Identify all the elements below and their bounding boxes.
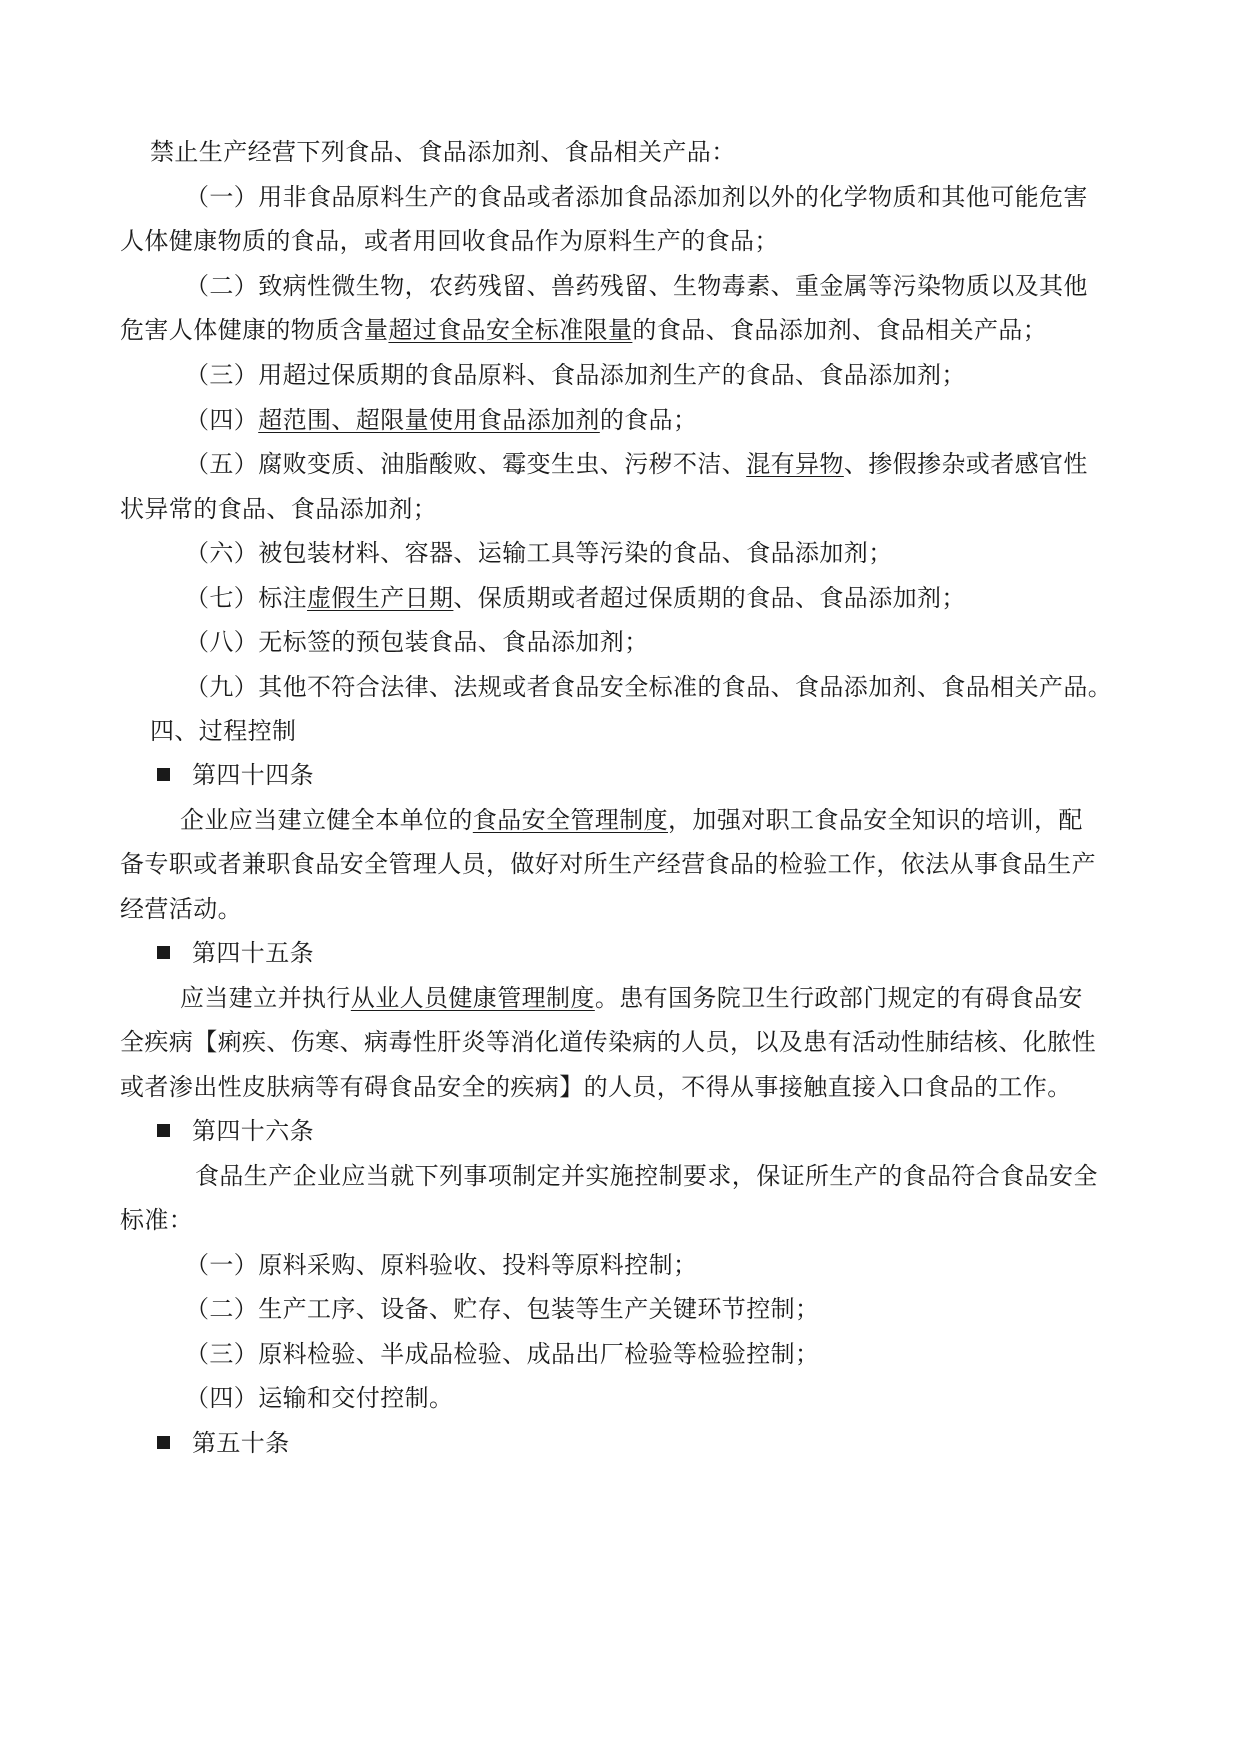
article-46-item-1: （一）原料采购、原料验收、投料等原料控制； [185,1251,698,1279]
underlined-term: 超范围、超限量使用食品添加剂 [258,406,600,434]
underlined-term: 食品安全管理制度 [472,806,669,834]
article-46-item-3: （三）原料检验、半成品检验、成品出厂检验等检验控制； [185,1340,820,1368]
prohibited-item-7: （七）标注虚假生产日期、保质期或者超过保质期的食品、食品添加剂； [185,584,966,612]
prohibited-item-9: （九）其他不符合法律、法规或者食品安全标准的食品、食品添加剂、食品相关产品。 [185,673,1113,701]
prohibited-item-8: （八）无标签的预包装食品、食品添加剂； [185,628,649,656]
section-title: 四、过程控制 [150,717,297,745]
prohibited-item-5-line-2: 状异常的食品、食品添加剂； [120,495,438,523]
prohibited-item-1-line-2: 人体健康物质的食品，或者用回收食品作为原料生产的食品； [120,227,779,255]
article-50-heading: 第五十条 [157,1428,290,1458]
intro-text: 禁止生产经营下列食品、食品添加剂、食品相关产品： [150,138,736,166]
article-45-line-2: 全疾病【痢疾、伤寒、病毒性肝炎等消化道传染病的人员，以及患有活动性肺结核、化脓性 [120,1028,1096,1056]
article-44-line-1: 企业应当建立健全本单位的食品安全管理制度，加强对职工食品安全知识的培训，配 [180,806,1083,834]
article-45-heading: 第四十五条 [157,938,314,968]
article-45-line-3: 或者渗出性皮肤病等有碍食品安全的疾病】的人员，不得从事接触直接入口食品的工作。 [120,1073,1072,1101]
article-44-line-3: 经营活动。 [120,895,242,923]
article-46-item-4: （四）运输和交付控制。 [185,1384,454,1412]
prohibited-item-3: （三）用超过保质期的食品原料、食品添加剂生产的食品、食品添加剂； [185,361,966,389]
article-46-item-2: （二）生产工序、设备、贮存、包装等生产关键环节控制； [185,1295,820,1323]
prohibited-item-4: （四）超范围、超限量使用食品添加剂的食品； [185,406,698,434]
article-44-line-2: 备专职或者兼职食品安全管理人员，做好对所生产经营食品的检验工作，依法从事食品生产 [120,850,1096,878]
prohibited-item-2-line-1: （二）致病性微生物，农药残留、兽药残留、生物毒素、重金属等污染物质以及其他 [185,272,1088,300]
underlined-term: 超过食品安全标准限量 [388,316,633,344]
article-44-heading: 第四十四条 [157,760,314,790]
article-46-heading: 第四十六条 [157,1116,314,1146]
article-46-line-2: 标准： [120,1206,194,1234]
square-bullet-icon [157,1436,170,1449]
prohibited-item-6: （六）被包装材料、容器、运输工具等污染的食品、食品添加剂； [185,539,893,567]
underlined-term: 混有异物 [746,450,844,478]
prohibited-item-5-line-1: （五）腐败变质、油脂酸败、霉变生虫、污秽不洁、混有异物、掺假掺杂或者感官性 [185,450,1088,478]
square-bullet-icon [157,946,170,959]
prohibited-item-2-line-2: 危害人体健康的物质含量超过食品安全标准限量的食品、食品添加剂、食品相关产品； [120,316,1048,344]
underlined-term: 虚假生产日期 [307,584,454,612]
square-bullet-icon [157,1124,170,1137]
square-bullet-icon [157,768,170,781]
prohibited-item-1-line-1: （一）用非食品原料生产的食品或者添加食品添加剂以外的化学物质和其他可能危害 [185,183,1088,211]
article-46-line-1: 食品生产企业应当就下列事项制定并实施控制要求，保证所生产的食品符合食品安全 [195,1162,1098,1190]
underlined-term: 从业人员健康管理制度 [350,984,595,1012]
article-45-line-1: 应当建立并执行从业人员健康管理制度。患有国务院卫生行政部门规定的有碍食品安 [180,984,1083,1012]
